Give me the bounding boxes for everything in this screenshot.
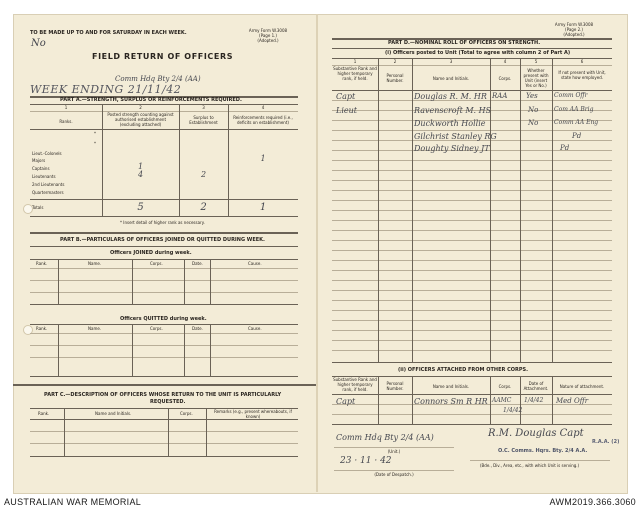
- header-name: Name and Initials.: [432, 384, 470, 389]
- col-num: 3: [202, 105, 205, 110]
- subsection-ii: (ii) OFFICERS ATTACHED FROM OTHER CORPS.: [398, 367, 529, 373]
- date-label: (Date of Despatch.): [374, 472, 414, 477]
- row-corps: RAA: [492, 92, 508, 100]
- footer-institution: AUSTRALIAN WAR MEMORIAL: [4, 497, 142, 507]
- row-rank: Lieut: [336, 106, 357, 115]
- header-rank: Substantive Rank and higher temporary rank, if held.: [333, 66, 377, 81]
- col-name: Name.: [88, 326, 102, 331]
- part-a-title: PART A.—STRENGTH, SURPLUS OR REINFORCEMENTS REQUIRED.: [60, 97, 242, 103]
- part-c-title: PART C.—DESCRIPTION OF OFFICERS WHOSE RETURN TO THE UNIT IS PARTICULARLY: [44, 392, 282, 398]
- col-date: Date.: [192, 326, 203, 331]
- header-corps: Corps.: [498, 384, 512, 389]
- row-employed: Pd: [560, 144, 570, 152]
- totals-label: Totals: [32, 205, 44, 210]
- row-employed: Com AA Brig: [554, 106, 594, 113]
- total-reinf: 1: [259, 202, 267, 213]
- row-name: Doughty Sidney JT: [414, 144, 490, 153]
- part-c-title-2: REQUESTED.: [150, 399, 186, 405]
- col-rank: Rank.: [36, 261, 48, 266]
- col-corps: Corps.: [180, 411, 193, 416]
- row-present: Yes: [526, 92, 538, 100]
- footnote: * Insert detail of higher rank as necessary.: [120, 220, 205, 225]
- subsection-i: (i) Officers posted to Unit (Total to agree with column 2 of Part A): [385, 50, 571, 56]
- header-name: Name and Initials.: [432, 76, 470, 81]
- row-employed: Pd: [572, 132, 582, 140]
- row-present: No: [528, 119, 539, 127]
- surplus-lieutenants: 2: [200, 170, 207, 179]
- col-num: 3: [449, 59, 453, 64]
- col-corps: Corps.: [150, 261, 163, 266]
- row-employed: Comm Offr: [554, 92, 588, 99]
- rank-label: Quartermasters: [32, 190, 64, 195]
- header-employed: If not present with Unit, state how employed.: [558, 70, 606, 80]
- attached-date-2: 1/4/42: [503, 407, 523, 414]
- form-adopted-right: (Adopted.): [563, 32, 585, 37]
- col-name-initials: Name and Initials.: [95, 411, 132, 416]
- oc-sub-label: (Bde., Div., Area, etc., with which Unit is serving.): [480, 463, 580, 468]
- date-handwritten: 23 · 11 · 42: [340, 456, 392, 466]
- part-d-title: PART D.—NOMINAL ROLL OF OFFICERS ON STRENGTH.: [388, 40, 541, 46]
- attached-corps: AAMC: [492, 397, 512, 404]
- rank-star: *: [94, 141, 96, 146]
- attached-name: Connors Sm R HR: [414, 397, 488, 406]
- attached-rank: Capt: [336, 397, 356, 406]
- col-num: 4: [503, 59, 507, 64]
- row-name: Gilchrist Stanley RG: [414, 132, 497, 141]
- header-corps: Corps.: [498, 76, 512, 81]
- row-employed: Comm AA Eng: [554, 119, 599, 126]
- footer-accession: AWM2019.366.3060: [549, 497, 636, 507]
- handwritten-week: WEEK ENDING 21/11/42: [30, 83, 182, 96]
- rank-label: Majors: [32, 158, 46, 163]
- handwritten-number: No: [31, 38, 46, 49]
- col-remarks: Remarks (e.g., present whereabouts, if known): [214, 409, 292, 419]
- form-number-right: Army Form W.3008: [554, 22, 594, 27]
- rank-label: Lieut.-Colonels: [32, 151, 62, 156]
- unit-handwritten: Comm Hdq Bty 2/4 (AA): [336, 433, 434, 442]
- raa-stamp: R.A.A. (2): [592, 439, 620, 445]
- posted-lieutenants: 4: [137, 170, 144, 179]
- col-date: Date.: [192, 261, 203, 266]
- col-rank: Rank.: [36, 326, 48, 331]
- row-name: Duckworth Hollie: [414, 119, 486, 128]
- header-number: Personal Number.: [386, 381, 404, 391]
- oc-label: O.C. Comms. Hqrs. Bty. 2/4 A.A.: [498, 448, 588, 454]
- col-corps: Corps.: [150, 326, 163, 331]
- form-title: FIELD RETURN OF OFFICERS: [92, 52, 234, 61]
- total-surplus: 2: [200, 202, 207, 213]
- header-date: Date of Attachment.: [523, 381, 549, 391]
- col-name: Name.: [88, 261, 102, 266]
- form-page-right: (Page 2.): [565, 27, 583, 32]
- attached-nature: Med Offr: [556, 397, 589, 405]
- header-reinf: Reinforcements required (i.e., deficits on establishment): [233, 115, 293, 125]
- header-number: Personal Number.: [386, 73, 404, 83]
- posted-captains: 1: [137, 162, 144, 171]
- row-name: Douglas R. M. HR: [414, 92, 487, 101]
- form-number: Army Form W.3008: [248, 28, 288, 33]
- handwritten-unit: Comm Hdq Bty 2/4 (AA): [115, 75, 201, 83]
- attached-date: 1/4/42: [524, 397, 544, 404]
- total-posted: 5: [137, 202, 144, 213]
- col-num: 2: [393, 59, 397, 64]
- row-rank: Capt: [336, 92, 356, 101]
- reinf-majors: 1: [260, 154, 266, 163]
- col-cause: Cause.: [248, 261, 262, 266]
- col-num: 6: [580, 59, 584, 64]
- header-ranks: Ranks.: [59, 119, 73, 124]
- header-rank: Substantive Rank and higher temporary rank, if held.: [333, 377, 377, 392]
- col-rank: Rank.: [38, 411, 50, 416]
- header-posted: Posted strength counting against authorised establishment (excluding attached): [107, 112, 174, 127]
- joined-title: Officers JOINED during week.: [110, 250, 192, 256]
- unit-label: (Unit.): [387, 449, 401, 454]
- form-adopted: (Adopted.): [257, 38, 279, 43]
- rank-label: 2nd Lieutenants: [32, 182, 65, 187]
- col-num: 1: [353, 59, 357, 64]
- rank-star: *: [94, 131, 96, 136]
- top-note: TO BE MADE UP TO AND FOR SATURDAY IN EACH WEEK.: [30, 30, 187, 36]
- center-fold: [316, 14, 318, 492]
- header-surplus: Surplus to Establishment: [189, 115, 218, 125]
- header-present: Whether present with Unit (insert Yes or No.): [523, 68, 549, 88]
- col-num: 2: [139, 105, 142, 110]
- quitted-title: Officers QUITTED during week.: [120, 316, 207, 322]
- col-num: 1: [64, 105, 68, 110]
- signature: R.M. Douglas Capt: [488, 428, 584, 439]
- rank-label: Captains: [32, 166, 50, 171]
- row-present: No: [528, 106, 539, 114]
- col-cause: Cause.: [248, 326, 262, 331]
- part-b-title: PART B.—PARTICULARS OF OFFICERS JOINED OR QUITTED DURING WEEK.: [60, 237, 265, 243]
- form-page: (Page 1.): [259, 33, 277, 38]
- col-num: 4: [261, 105, 265, 110]
- row-name: Ravenscroft M. HS: [414, 106, 492, 115]
- header-nature: Nature of attachment.: [559, 384, 605, 389]
- rank-label: Lieutenants: [32, 174, 56, 179]
- col-num: 5: [534, 59, 538, 64]
